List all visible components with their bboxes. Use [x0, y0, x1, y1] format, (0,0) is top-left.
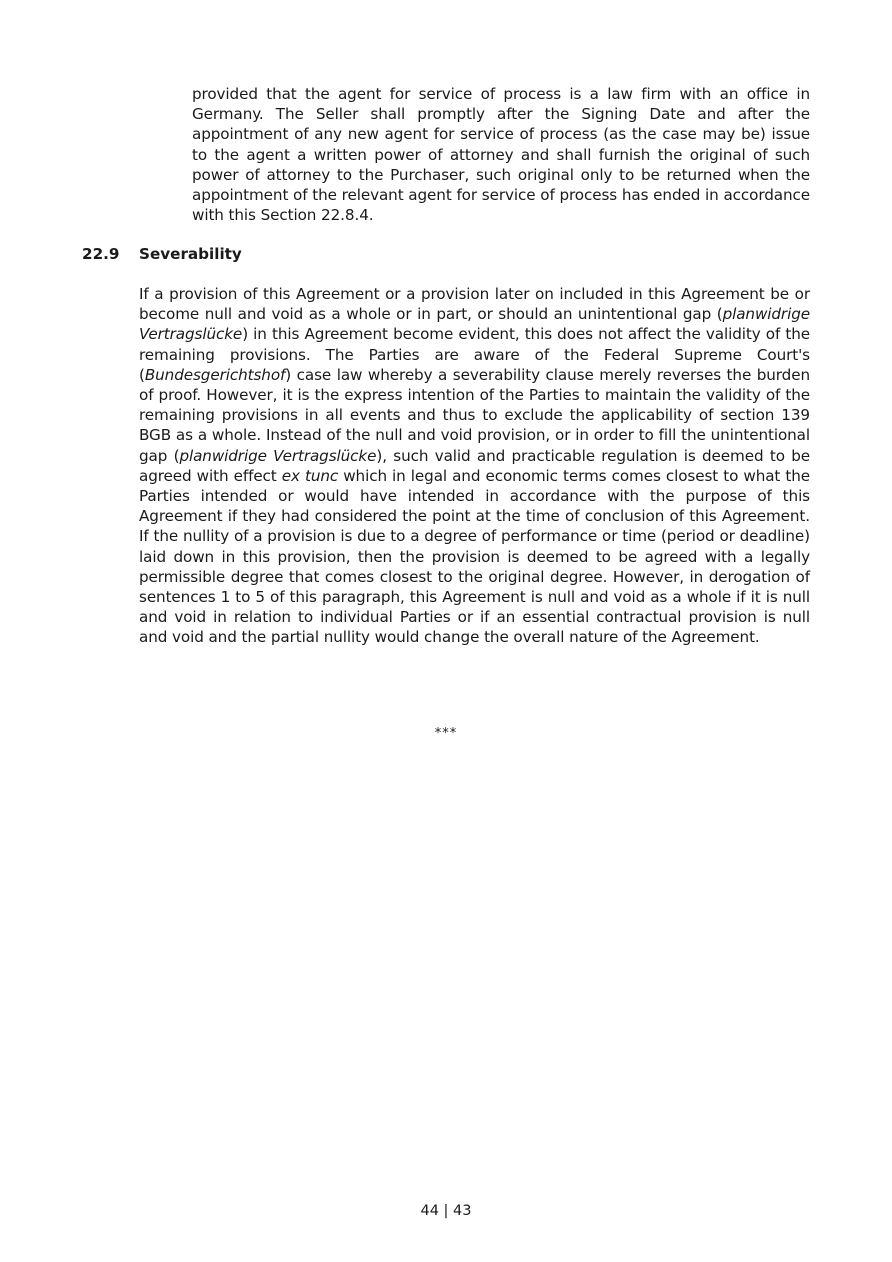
- severability-text-4: ), such valid and practicable regulation is deemed to be agreed with effect: [139, 446, 810, 485]
- severability-text-3: ) case law whereby a severability clause merely reverses the burden of proof. However, it is the express intention of the Parties to maintain the validity of the remaining provisions in all events and thus to exclude the applicability of section 139 BGB as a whole. Instead of the null and void provision, or in order to fill the unintentional gap (: [139, 365, 810, 465]
- severability-term-2: Bundesgerichtshof: [144, 365, 286, 384]
- severability-text-2: ) in this Agreement become evident, this does not affect the validity of the remaining provisions. The Parties are aware of the Federal Supreme Court's (: [139, 325, 810, 384]
- continued-paragraph: provided that the agent for service of process is a law firm with an office in Germany. The Seller shall promptly after the Signing Date and after the appointment of any new agent for service of process (as the case may be) issue to the agent a written power of attorney and shall furnish the original of such power of attorney to the Purchaser, such original only to be returned when the appointment of the relevant agent for service of process has ended in accordance with this Section 22.8.4.: [192, 85, 810, 225]
- severability-term-4: ex tunc: [281, 466, 339, 485]
- severability-term-1: planwidrige Vertragslücke: [139, 305, 810, 344]
- section-title: Severability: [139, 245, 242, 263]
- severability-paragraph: [139, 284, 810, 648]
- severability-term-3: planwidrige Vertragslücke: [179, 446, 377, 465]
- severability-text-1: If a provision of this Agreement or a provision later on included in this Agreement be or become null and void as a whole or in part, or should an unintentional gap (: [139, 285, 810, 324]
- page-number: 44 | 43: [420, 1203, 472, 1219]
- severability-text-5: which in legal and economic terms comes closest to what the Parties intended or would have intended in accordance with the purpose of this Agreement if they had considered the point at the time of conclusion of this Agreement. If the nullity of a provision is due to a degree of performance or time (period or deadline) laid down in this provision, then the provision is deemed to be agreed with a legally permissible degree that comes closest to the original degree. However, in derogation of sentences 1 to 5 of this paragraph, this Agreement is null and void as a whole if it is null and void in relation to individual Parties or if an essential contractual provision is null and void and the partial nullity would change the overall nature of the Agreement.: [139, 466, 810, 647]
- end-separator: ***: [434, 726, 458, 741]
- section-number: 22.9: [82, 245, 120, 263]
